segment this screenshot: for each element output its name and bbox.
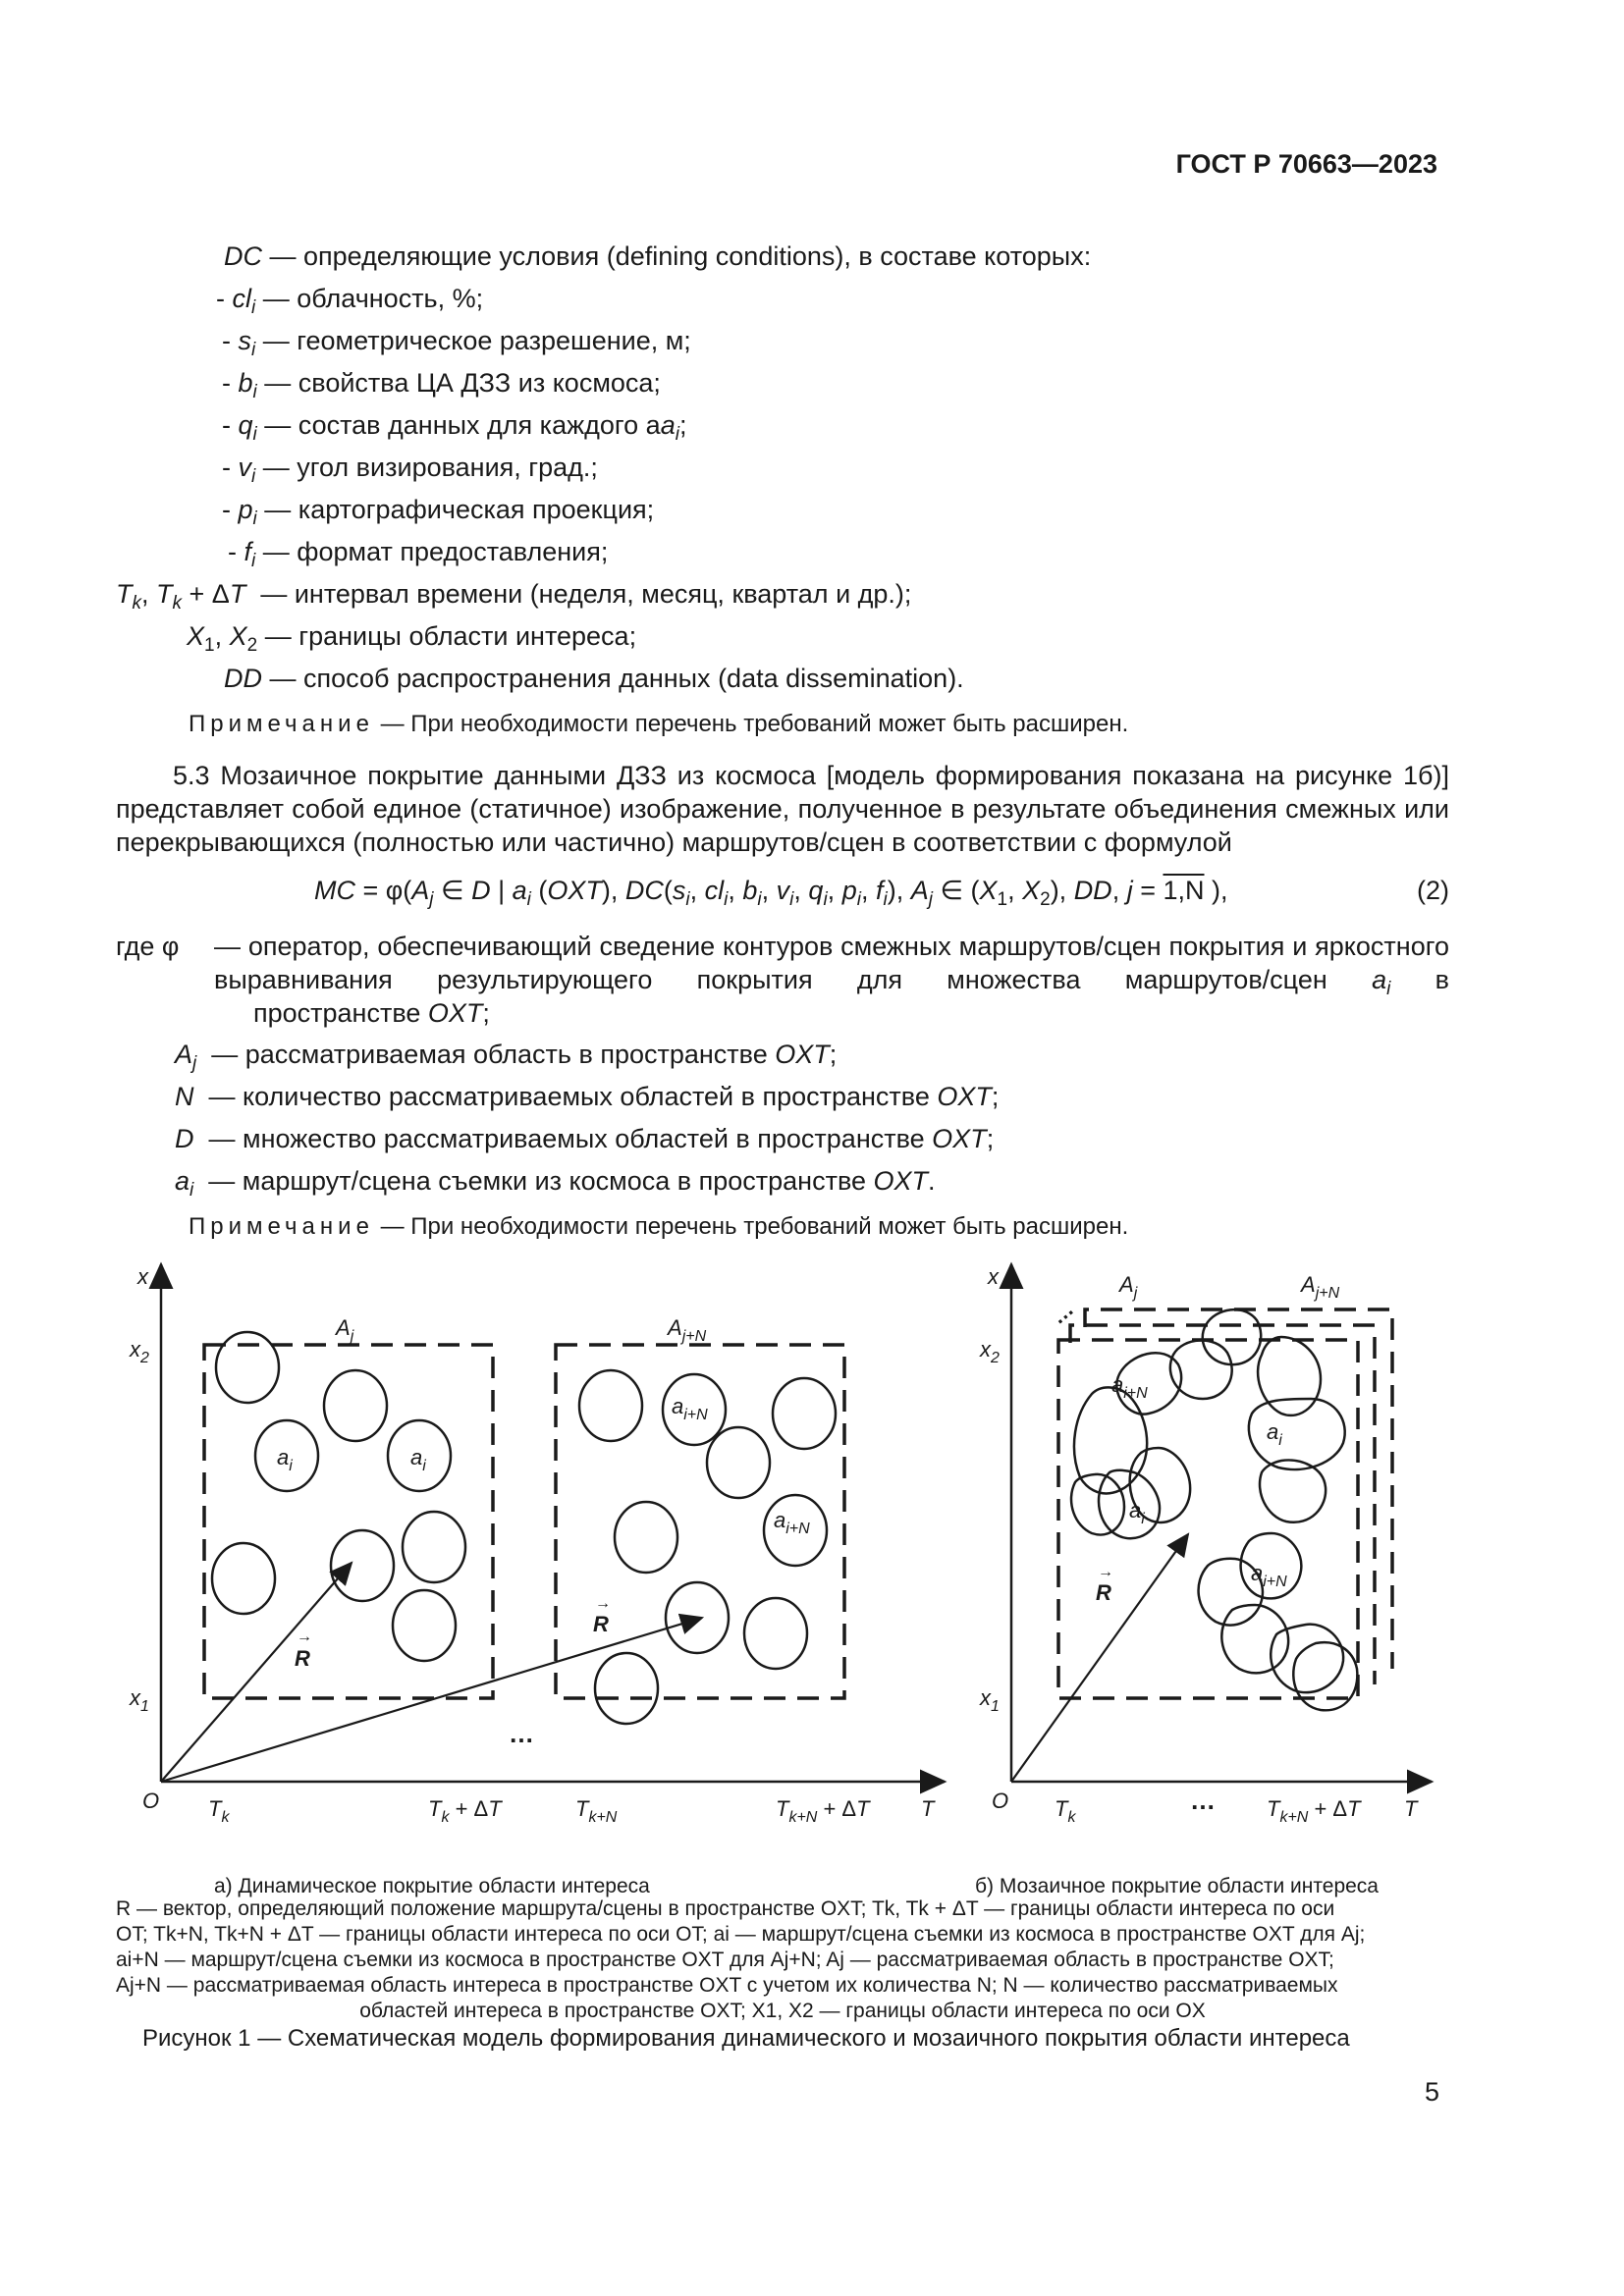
note-1: Примечание — При необходимости перечень требований может быть расширен. <box>189 711 1129 737</box>
scene-circle <box>707 1427 770 1498</box>
legend-line: областей интереса в пространстве OXT; X1, X2 — границы области интереса по оси OX <box>359 2000 1206 2022</box>
label-t: T <box>1404 1796 1418 1821</box>
left-origin-label: O <box>142 1789 160 1813</box>
label-r: R <box>295 1646 310 1671</box>
figure-legend <box>116 1896 1449 2024</box>
time-interval-definition: $T_k$, $T_k + \Delta T$ — интервал времени (неделя, месяц, квартал и др.); <box>116 579 912 614</box>
svg-text:…: … <box>509 1719 534 1748</box>
def-d: D — множество рассматриваемых областей в пространстве OXT; <box>175 1124 995 1153</box>
scene-circle <box>331 1530 394 1601</box>
legend-line: ai+N — маршрут/сцена съемки из космоса в пространстве OXT для Aj+N; Aj — рассматриваемая область в пространстве OXT; <box>116 1949 1334 1971</box>
label-r: R <box>593 1612 609 1636</box>
right-origin-label: O <box>992 1789 1009 1813</box>
def-n: N — количество рассматриваемых областей в пространстве OXT; <box>175 1082 1000 1111</box>
dd-definition: DD — способ распространения данных (data dissemination). <box>224 664 964 693</box>
formula-2: MC = $\varphi(A_j$ ∈ D | $a_i$ (OXT), $DC(s_i$, $cl_i$, $b_i$, $v_i$, $q_i$, $p_i$, $f_i$), $A_j$ ∈ ($X_1$, $X_2$), DD, j = 1,N ), <box>314 876 1228 910</box>
svg-text:→: → <box>1098 1564 1113 1580</box>
dc-item-resolution: - $s_i$ — геометрическое разрешение, м; <box>222 326 691 360</box>
vector-r-1 <box>161 1563 352 1782</box>
label-ai: $a_i$ <box>410 1445 426 1474</box>
legend-line: R — вектор, определяющий положение маршрута/сцены в пространстве OXT; Tk, Tk + ΔT — границы области интереса по оси <box>116 1897 1335 1920</box>
right-x2-label: $x_2$ <box>980 1337 1000 1366</box>
scene-circle <box>744 1598 807 1669</box>
where-label: где φ <box>116 932 180 961</box>
label-aj: $A_j$ <box>336 1315 354 1345</box>
label-aj-n: $A_{j+N}$ <box>668 1315 707 1345</box>
dc-item-properties: - $b_i$ — свойства ЦА ДЗЗ из космоса; <box>222 368 661 402</box>
left-x1-label: $x_1$ <box>130 1685 149 1715</box>
scene-circle <box>579 1370 642 1441</box>
paragraph-5-3: 5.3 Мозаичное покрытие данными ДЗЗ из космоса [модель формирования показана на рисунке 1б)] представляет собой единое (статичное) изображение, полученное в результате объединения смежных или перекрывающихся (полностью или частично) маршрутов/сцен в соответствии с формулой <box>116 761 1449 857</box>
scene-circle <box>216 1332 279 1403</box>
dc-term: DC <box>224 241 262 271</box>
def-aj: $A_j$ — рассматриваемая область в пространстве OXT; <box>175 1040 838 1074</box>
figure-title: Рисунок 1 — Схематическая модель формирования динамического и мозаичного покрытия области интереса <box>142 2025 1350 2052</box>
label-r: R <box>1096 1580 1111 1605</box>
label-aj-n: $A_{j+N}$ <box>1301 1272 1340 1302</box>
bounds-definition: $X_1$, $X_2$ — границы области интереса; <box>187 621 637 656</box>
label-tk: $T_k$ <box>208 1796 230 1826</box>
label-ai: $a_i$ <box>277 1445 293 1474</box>
legend-line: Aj+N — рассматриваемая область интереса в пространстве OXT с учетом их количества N; N — количество рассматриваемых <box>116 1974 1338 1997</box>
note-2: Примечание — При необходимости перечень требований может быть расширен. <box>189 1213 1129 1240</box>
right-x1-label: $x_1$ <box>980 1685 1000 1715</box>
dc-item-projection: - $p_i$ — картографическая проекция; <box>222 495 655 529</box>
dc-item-cloudiness: - $cl_i$ — облачность, %; <box>216 284 484 318</box>
label-tkn-dt: $T_{k+N} + \Delta T$ <box>1267 1796 1361 1826</box>
page-number: 5 <box>1424 2077 1439 2107</box>
scene-circle <box>324 1370 387 1441</box>
left-x-label: x <box>137 1264 148 1289</box>
vector-r-2 <box>161 1618 702 1782</box>
dc-text: — определяющие условия (defining conditions), в составе которых: <box>269 241 1092 271</box>
dc-item-data-composition: - $q_i$ — состав данных для каждого $aa_i$; <box>222 410 687 445</box>
formula-number: (2) <box>1417 876 1449 905</box>
svg-text:→: → <box>595 1595 611 1612</box>
label-ai: $a_i$ <box>1129 1498 1145 1527</box>
where-phi-definition: — оператор, обеспечивающий сведение контуров смежных маршрутов/сцен покрытия и яркостного выравнивания результирующего покрытия для множества маршрутов/сцен $a_i$ в <box>214 932 1449 999</box>
scene-circle <box>212 1543 275 1614</box>
document-header: ГОСТ Р 70663—2023 <box>1175 149 1437 179</box>
dc-item-format: - $f_i$ — формат предоставления; <box>228 537 609 571</box>
caption-b: б) Мозаичное покрытие области интереса <box>975 1875 1379 1897</box>
label-ai: $a_i$ <box>1267 1419 1282 1449</box>
label-ai-n: $a_{i+N}$ <box>672 1394 708 1423</box>
label-ai-n: $a_{i+N}$ <box>774 1508 810 1537</box>
label-tkn-dt: $T_{k+N} + \Delta T$ <box>776 1796 870 1826</box>
legend-line: OT; Tk+N, Tk+N + ΔT — границы области интереса по оси OT; ai — маршрут/сцена съемки из космоса в пространстве OXT для Aj; <box>116 1923 1366 1946</box>
svg-text:→: → <box>297 1629 312 1645</box>
right-x-label: x <box>988 1264 999 1289</box>
label-aj: $A_j$ <box>1119 1272 1138 1302</box>
where-phi-end: пространстве OXT; <box>253 998 490 1028</box>
label-ai-n: $a_{i+N}$ <box>1251 1561 1287 1590</box>
scene-circle <box>393 1590 456 1661</box>
dc-item-viewing-angle: - $v_i$ — угол визирования, град.; <box>222 453 598 487</box>
label-tk-dt: $T_k + \Delta T$ <box>428 1796 502 1826</box>
svg-text:…: … <box>1190 1786 1216 1815</box>
left-x2-label: $x_2$ <box>130 1337 149 1366</box>
scene-circle <box>595 1653 658 1724</box>
svg-text:…: … <box>1046 1296 1079 1329</box>
scene-circle <box>773 1378 836 1449</box>
scene-circle <box>403 1512 465 1582</box>
caption-a: а) Динамическое покрытие области интереса <box>214 1875 650 1897</box>
def-ai: $a_i$ — маршрут/сцена съемки из космоса в пространстве OXT. <box>175 1166 936 1201</box>
label-tkn: $T_{k+N}$ <box>575 1796 618 1826</box>
label-t: T <box>921 1796 935 1821</box>
scene-circle <box>666 1582 729 1653</box>
label-tk: $T_k$ <box>1055 1796 1076 1826</box>
scene-circle <box>615 1502 677 1573</box>
label-ai-n: $a_{i+N}$ <box>1111 1372 1148 1402</box>
